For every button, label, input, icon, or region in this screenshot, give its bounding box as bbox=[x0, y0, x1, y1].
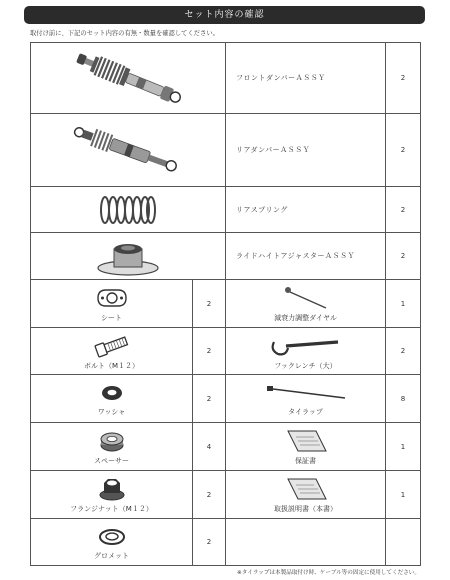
spacer-icon bbox=[92, 427, 132, 455]
item-name: 保証書 bbox=[295, 457, 316, 465]
item-qty: 2 bbox=[386, 114, 421, 187]
warranty-card-icon bbox=[276, 427, 336, 455]
item-name: フランジナット（M１２） bbox=[70, 505, 153, 513]
item-name: ライドハイトアジャスターＡＳＳＹ bbox=[226, 233, 386, 280]
item-qty: 2 bbox=[193, 280, 226, 328]
flange-nut-icon bbox=[92, 475, 132, 503]
item-qty: 2 bbox=[386, 43, 421, 114]
item-name: タイラップ bbox=[288, 408, 323, 416]
item-qty: 2 bbox=[193, 375, 226, 423]
hook-wrench-icon bbox=[266, 332, 346, 360]
item-qty: 2 bbox=[386, 187, 421, 233]
item-qty: 1 bbox=[386, 423, 421, 471]
footnote: ※タイラップは本製品取付け時、ケーブル等の固定に使用してください。 bbox=[237, 570, 420, 576]
item-name: フロントダンパーＡＳＳＹ bbox=[226, 43, 386, 114]
table-row bbox=[31, 187, 421, 233]
table-row bbox=[31, 519, 421, 566]
seat-icon bbox=[90, 284, 134, 312]
rear-spring-icon bbox=[93, 191, 163, 229]
damping-dial-icon bbox=[276, 284, 336, 312]
ride-height-adjuster-icon bbox=[93, 235, 163, 277]
table-row bbox=[31, 328, 421, 375]
table-row bbox=[31, 423, 421, 471]
item-qty: 2 bbox=[386, 328, 421, 375]
item-qty: 2 bbox=[386, 233, 421, 280]
item-name: ワッシャ bbox=[97, 408, 126, 416]
table-row bbox=[31, 375, 421, 423]
bolt-icon bbox=[90, 332, 134, 360]
item-qty: 4 bbox=[193, 423, 226, 471]
tie-wrap-icon bbox=[261, 380, 351, 406]
item-qty: 8 bbox=[386, 375, 421, 423]
item-name: フックレンチ（大） bbox=[274, 361, 337, 370]
section-title: セット内容の確認 bbox=[24, 6, 425, 24]
washer-icon bbox=[92, 380, 132, 406]
table-row bbox=[31, 114, 421, 187]
item-qty: 1 bbox=[386, 280, 421, 328]
front-damper-icon bbox=[68, 46, 188, 110]
item-name: リアダンパーＡＳＳＹ bbox=[226, 114, 386, 187]
intro-text: 取付け前に、下記のセット内容の有無・数量を確認してください。 bbox=[30, 30, 219, 37]
table-row bbox=[31, 43, 421, 114]
item-name: シート bbox=[101, 314, 122, 322]
empty-cell bbox=[226, 519, 386, 566]
item-qty: 2 bbox=[193, 328, 226, 375]
item-name: グロメット bbox=[94, 551, 129, 560]
parts-table bbox=[30, 42, 421, 566]
item-qty: 2 bbox=[193, 471, 226, 519]
item-name: スペーサー bbox=[94, 457, 129, 465]
item-name: 取扱説明書（本書） bbox=[274, 505, 337, 513]
rear-damper-icon bbox=[68, 118, 188, 182]
manual-icon bbox=[276, 475, 336, 503]
item-qty: 1 bbox=[386, 471, 421, 519]
table-row bbox=[31, 233, 421, 280]
item-name: ボルト（M１２） bbox=[83, 361, 140, 370]
empty-cell bbox=[386, 519, 421, 566]
item-name: 減衰力調整ダイヤル bbox=[274, 314, 337, 322]
item-name: リアスプリング bbox=[226, 187, 386, 233]
item-qty: 2 bbox=[193, 519, 226, 566]
table-row bbox=[31, 280, 421, 328]
table-row bbox=[31, 471, 421, 519]
grommet-icon bbox=[92, 524, 132, 550]
